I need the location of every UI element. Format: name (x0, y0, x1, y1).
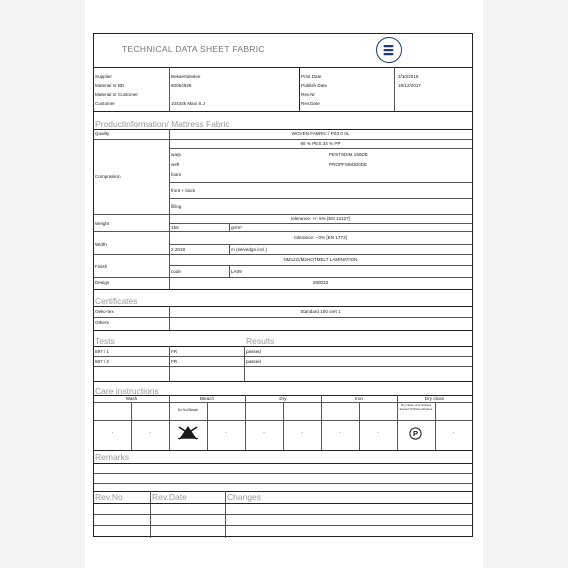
print-date-value: 2/10/2018 (398, 74, 419, 79)
weft-value: PROPFSIM300DE (329, 162, 368, 167)
page-title: TECHNICAL DATA SHEET FABRIC (122, 44, 265, 54)
rev-date-label: Rev.Date (301, 101, 320, 106)
certificates-section-title: Certificates (95, 296, 138, 306)
do-not-bleach-text: Do Not Bleach (177, 408, 199, 412)
data-sheet-frame (93, 33, 473, 537)
quality-value: WOVEN FABRIC / PZ3 0 0L (291, 131, 350, 136)
care-header-bleach: Bleach (199, 396, 215, 401)
oeko-tex-label: Oeko-tex (95, 309, 114, 314)
others-label: Others (95, 320, 109, 325)
wash-symbol-1: - (111, 430, 114, 435)
care-header-wash: Wash (125, 396, 138, 401)
warp-value: PESTSDIM 150DE (329, 152, 368, 157)
composition-label: Composition (95, 174, 121, 179)
weight-tolerance: tolerance: +/- 5% [EN 12127] (290, 216, 351, 221)
design-label: Design (95, 280, 110, 285)
weight-label: Weight (95, 221, 110, 226)
code-label: code (171, 269, 181, 274)
customer-value: 10434k Maxi S.J (171, 101, 205, 106)
care-header-dry: Dry (279, 396, 287, 401)
remarks-section-title: Remarks (95, 452, 130, 462)
product-section-title: Productinformation/ Mattress Fabric (95, 119, 230, 129)
test-code-2: 597 / 2 (95, 359, 110, 364)
tests-section-title: Tests (95, 336, 115, 346)
test-type-1: FR (171, 349, 178, 354)
do-not-bleach-icon (178, 424, 198, 445)
width-label: Width (95, 242, 107, 247)
customer-label: Customer (95, 101, 115, 106)
care-section-title: Care instructions (95, 386, 159, 396)
dry-symbol-1: - (263, 430, 265, 435)
test-result-2: passed (246, 359, 261, 364)
quality-percentage: 66 % PES 34 % PP (300, 141, 341, 146)
dry-clean-p-icon (409, 427, 422, 445)
front-back-label: front + back (171, 188, 196, 193)
test-result-1: passed (246, 349, 261, 354)
filling-label: filling (171, 204, 182, 209)
width-tolerance: tolerance: - 0% [EN 1773] (294, 235, 347, 240)
company-logo-icon (376, 37, 402, 63)
dry-clean-note: Dry clean. Any Solvent Except Trichloroethylene (399, 403, 433, 411)
test-type-2: FR (171, 359, 178, 364)
print-date-label: Print Date (301, 74, 322, 79)
supplier-value: Bekaertdeslee (171, 74, 201, 79)
warp-label: warp (171, 152, 181, 157)
test-code-1: 597 / 1 (95, 349, 110, 354)
publish-date-value: 18/12/2017 (398, 83, 421, 88)
rev-no-header: Rev.No (95, 492, 123, 502)
publish-date-label: Publish Date (301, 83, 328, 88)
iron-symbol-2: - (377, 430, 379, 435)
iron-symbol-1: - (339, 430, 341, 435)
material-bd-value: 60054928 (171, 83, 192, 88)
svg-text:P: P (412, 429, 419, 439)
supplier-label: Supplier (95, 74, 112, 79)
finish-value: NM12G/M2HOTMELT LAMINATION (283, 257, 358, 262)
width-unit: m (selvedge incl.) (231, 247, 267, 252)
quality-label: Quality (95, 131, 110, 136)
dry-symbol-2: - (301, 430, 303, 435)
changes-header: Changes (227, 492, 262, 502)
dry-clean-symbol-2: - (452, 430, 455, 435)
weft-label: weft (171, 162, 180, 167)
results-section-title: Results (246, 336, 275, 346)
weight-unit: gr/m² (231, 225, 242, 230)
finish-label: Finish (95, 264, 108, 269)
material-customer-label: Material nr Customer (95, 92, 138, 97)
foam-label: foam (171, 172, 182, 177)
bleach-symbol-2: - (225, 430, 227, 435)
rev-date-header: Rev.Date (152, 492, 187, 502)
width-value: 2.2018 (171, 247, 186, 252)
care-header-dry-clean: Dry clean (424, 396, 445, 401)
material-bd-label: Material nr BD (95, 83, 125, 88)
oeko-tex-value: Standard 100 cert 1 (300, 309, 341, 314)
weight-value: 156 (171, 225, 179, 230)
rev-nr-label: Rev.Nr (301, 92, 315, 97)
page (85, 0, 483, 568)
code-value: LA09 (231, 269, 242, 274)
wash-symbol-2: - (149, 430, 151, 435)
care-header-iron: Iron (355, 396, 363, 401)
design-value: 280033 (312, 280, 329, 285)
